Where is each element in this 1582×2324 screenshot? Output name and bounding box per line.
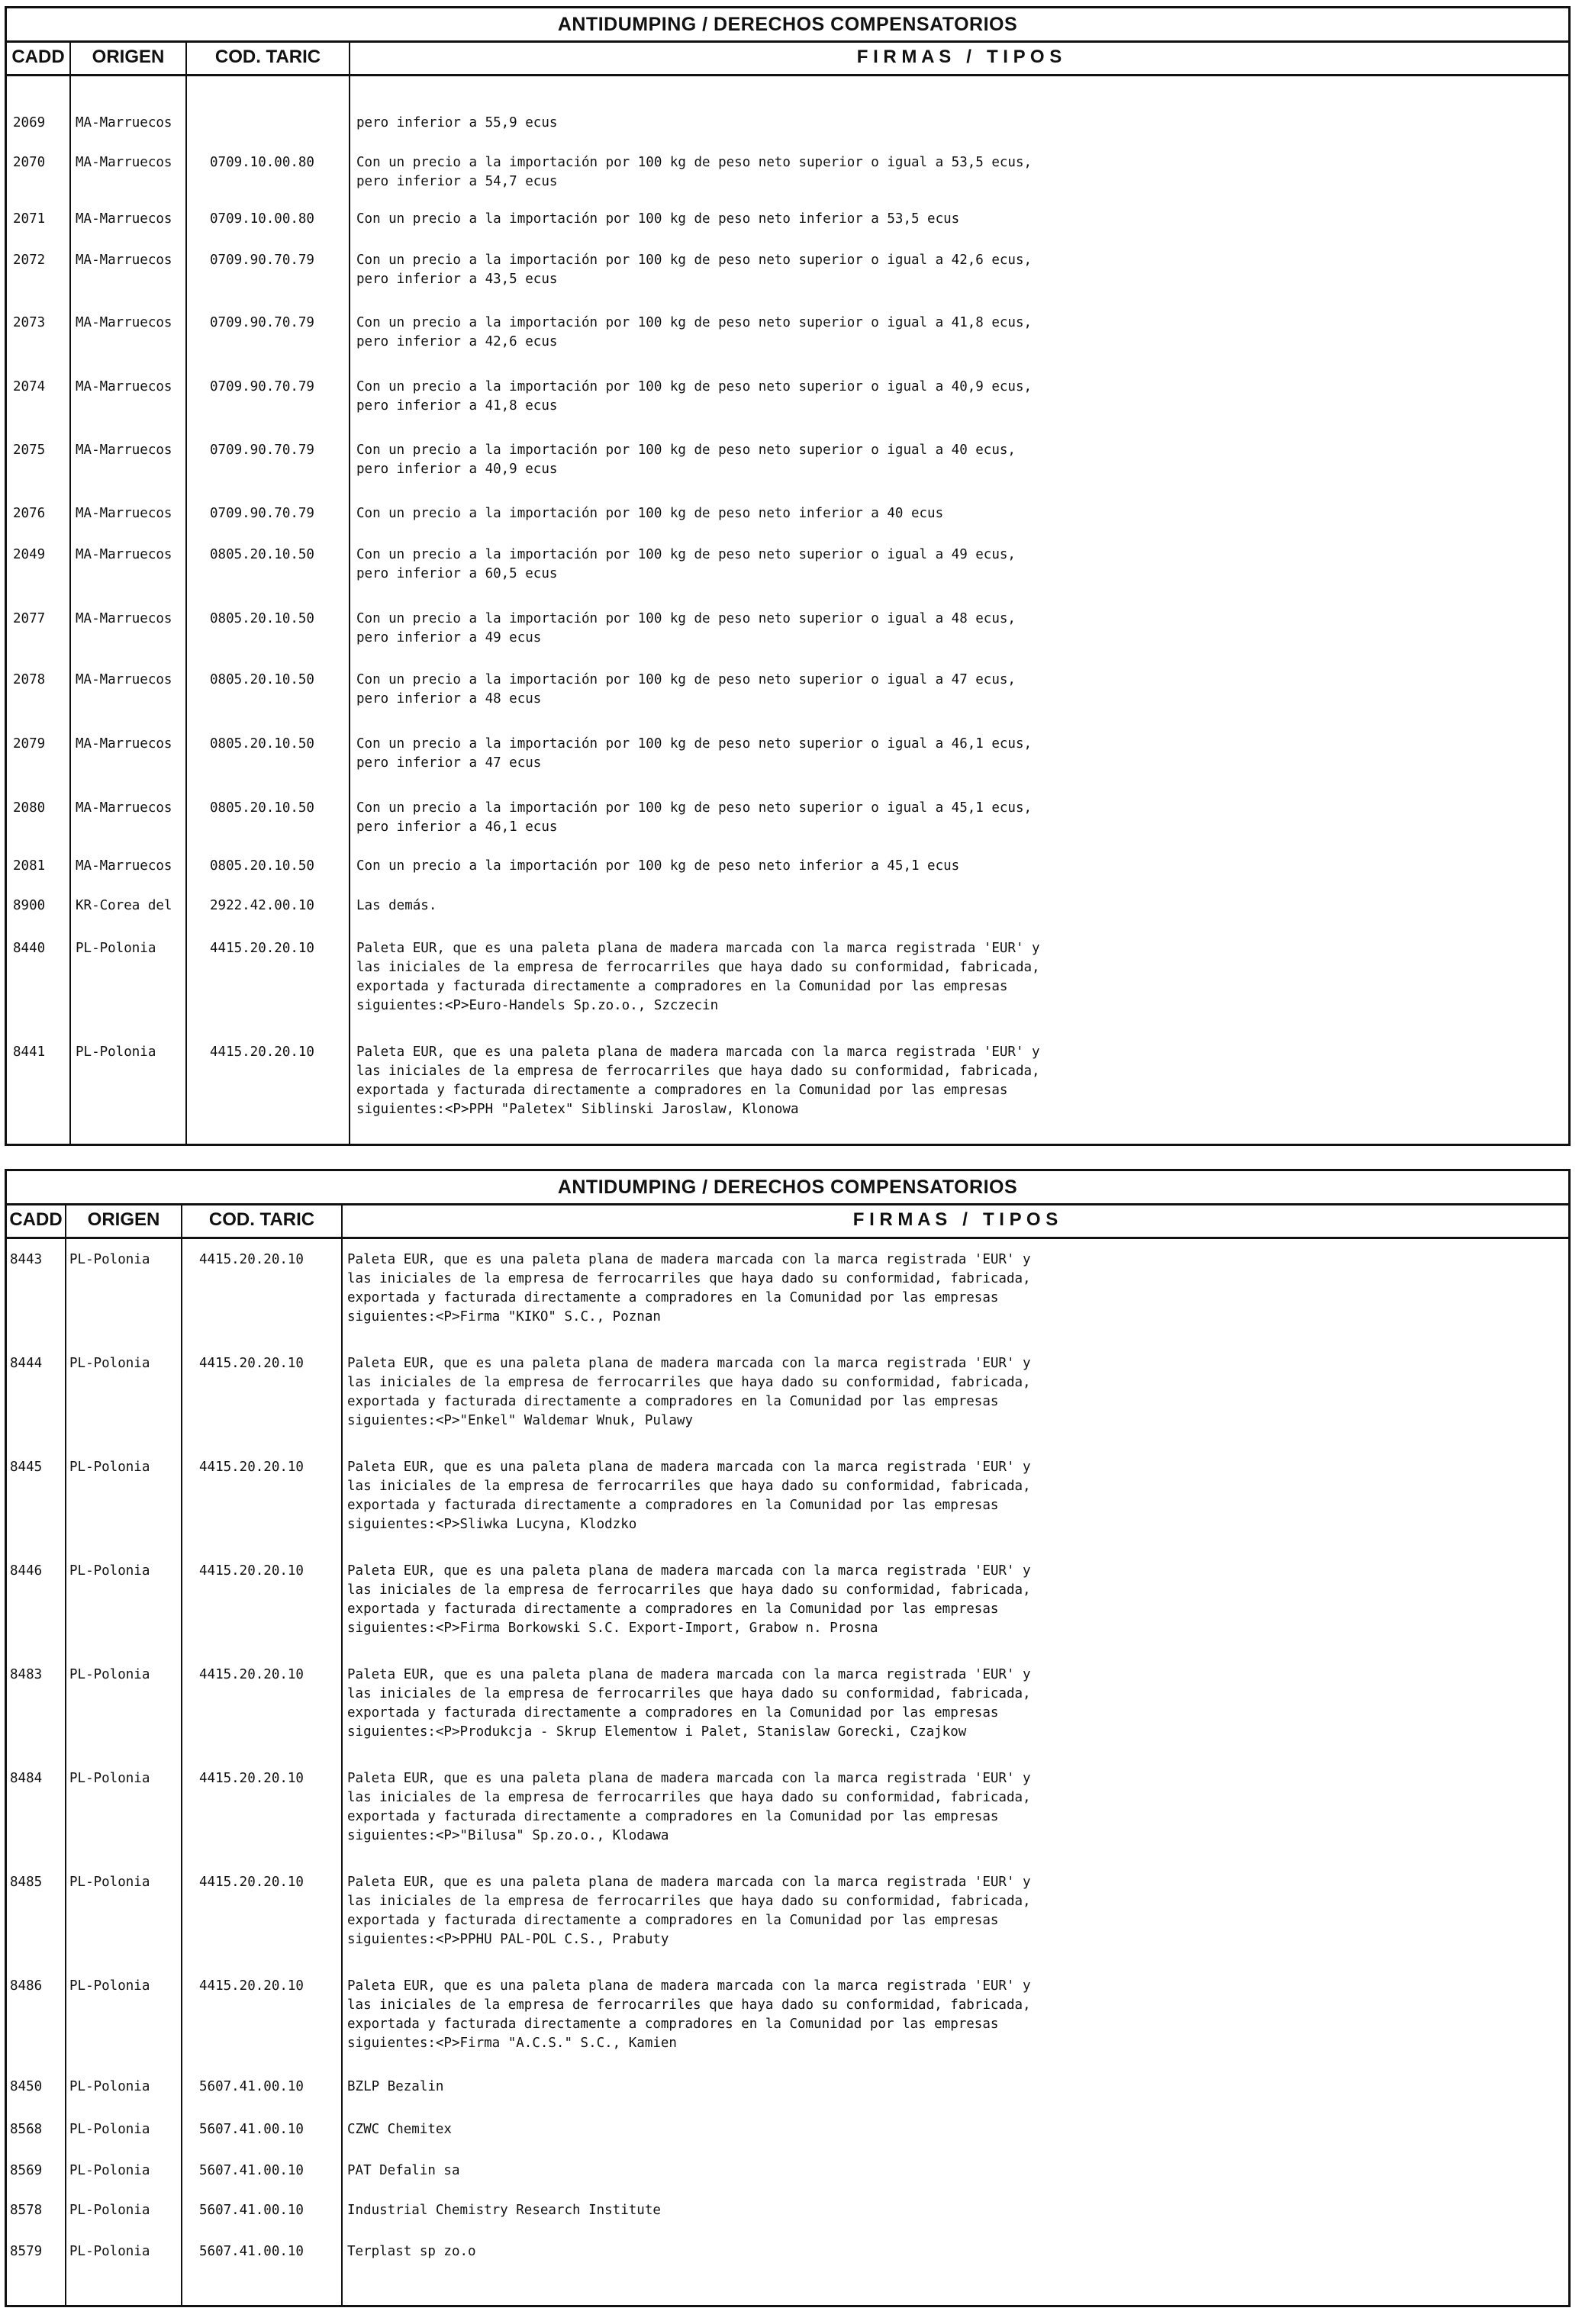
cell-firmas-line: las iniciales de la empresa de ferrocarriles que haya dado su conformidad, fabricada, <box>347 1375 1031 1390</box>
cell-cadd: 2081 <box>13 858 46 874</box>
cell-cadd: 2071 <box>13 211 46 227</box>
cell-firmas-line: Paleta EUR, que es una paleta plana de madera marcada con la marca registrada 'EUR' y <box>347 1252 1031 1267</box>
cell-firmas-line: siguientes:<P>Sliwka Lucyna, Klodzko <box>347 1517 637 1532</box>
cell-firmas-line: Paleta EUR, que es una paleta plana de madera marcada con la marca registrada 'EUR' y <box>347 1356 1031 1371</box>
cell-firmas-line: pero inferior a 47 ecus <box>356 755 542 771</box>
cell-taric: 4415.20.20.10 <box>199 1667 304 1682</box>
cell-firmas-line: siguientes:<P>"Bilusa" Sp.zo.o., Klodawa <box>347 1828 669 1843</box>
cell-taric: 4415.20.20.10 <box>199 1252 304 1267</box>
cell-firmas-line: las iniciales de la empresa de ferrocarriles que haya dado su conformidad, fabricada, <box>347 1790 1031 1805</box>
cell-firmas-line: pero inferior a 43,5 ecus <box>356 272 558 287</box>
cell-firmas-line: pero inferior a 42,6 ecus <box>356 334 558 349</box>
cell-taric: 0709.90.70.79 <box>210 443 314 458</box>
cell-firmas-line: las iniciales de la empresa de ferrocarriles que haya dado su conformidad, fabricada, <box>347 1582 1031 1598</box>
cell-firmas-line: Paleta EUR, que es una paleta plana de madera marcada con la marca registrada 'EUR' y <box>347 1460 1031 1475</box>
table-row <box>7 896 1568 916</box>
cell-origen: PL-Polonia <box>69 2122 150 2137</box>
cell-origen: MA-Marruecos <box>76 672 172 687</box>
cell-origen: PL-Polonia <box>69 2244 150 2259</box>
table-row <box>7 441 1568 479</box>
cell-firmas-line: pero inferior a 40,9 ecus <box>356 462 558 477</box>
cell-cadd: 2072 <box>13 253 46 268</box>
cell-cadd: 8446 <box>10 1563 43 1579</box>
cell-origen: MA-Marruecos <box>76 211 172 227</box>
cell-firmas-line: Con un precio a la importación por 100 kg de peso neto superior o igual a 42,6 ecus, <box>356 253 1033 268</box>
cell-taric: 0805.20.10.50 <box>210 672 314 687</box>
cell-firmas-line: pero inferior a 46,1 ecus <box>356 819 558 835</box>
cell-taric: 5607.41.00.10 <box>199 2079 304 2094</box>
cell-cadd: 2080 <box>13 800 46 816</box>
cell-firmas-line: Con un precio a la importación por 100 kg de peso neto superior o igual a 53,5 ecus, <box>356 155 1033 170</box>
table-row <box>7 2201 1568 2220</box>
cell-origen: PL-Polonia <box>69 1252 150 1267</box>
cell-firmas-line: las iniciales de la empresa de ferrocarriles que haya dado su conformidad, fabricada, <box>347 1686 1031 1701</box>
cell-firmas-line: siguientes:<P>Firma "A.C.S." S.C., Kamien <box>347 2036 677 2051</box>
column-header-row <box>7 40 1568 76</box>
cell-cadd: 8444 <box>10 1356 43 1371</box>
cell-taric: 0709.10.00.80 <box>210 211 314 227</box>
cell-firmas-line: Paleta EUR, que es una paleta plana de madera marcada con la marca registrada 'EUR' y <box>356 941 1040 956</box>
cell-origen: PL-Polonia <box>76 941 156 956</box>
cell-cadd: 2069 <box>13 115 46 130</box>
cell-firmas-line: exportada y facturada directamente a compradores en la Comunidad por las empresas <box>356 979 1008 994</box>
cell-firmas-line: las iniciales de la empresa de ferrocarriles que haya dado su conformidad, fabricada, <box>347 1894 1031 1909</box>
cell-origen: MA-Marruecos <box>76 736 172 752</box>
cell-cadd: 8440 <box>13 941 46 956</box>
cell-taric: 0805.20.10.50 <box>210 858 314 874</box>
table-row <box>7 2120 1568 2139</box>
cell-firmas-line: Con un precio a la importación por 100 kg de peso neto superior o igual a 46,1 ecus, <box>356 736 1033 752</box>
table-row <box>7 857 1568 876</box>
cell-firmas-line: siguientes:<P>"Enkel" Waldemar Wnuk, Pulawy <box>347 1413 694 1428</box>
cell-firmas-line: Con un precio a la importación por 100 kg de peso neto superior o igual a 45,1 ecus, <box>356 800 1033 816</box>
cell-origen: MA-Marruecos <box>76 253 172 268</box>
cell-firmas-line: Paleta EUR, que es una paleta plana de madera marcada con la marca registrada 'EUR' y <box>347 1771 1031 1786</box>
cell-firmas-line: exportada y facturada directamente a compradores en la Comunidad por las empresas <box>347 1498 999 1513</box>
cell-firmas-line: Con un precio a la importación por 100 kg de peso neto superior o igual a 40,9 ecus, <box>356 379 1033 394</box>
cell-firmas-line: Paleta EUR, que es una paleta plana de madera marcada con la marca registrada 'EUR' y <box>347 1875 1031 1890</box>
cell-taric: 0709.90.70.79 <box>210 506 314 521</box>
cell-firmas-line: Con un precio a la importación por 100 kg de peso neto superior o igual a 47 ecus, <box>356 672 1016 687</box>
cell-cadd: 8485 <box>10 1875 43 1890</box>
cell-origen: MA-Marruecos <box>76 858 172 874</box>
cell-firmas-line: pero inferior a 49 ecus <box>356 630 542 645</box>
cell-origen: MA-Marruecos <box>76 315 172 330</box>
cell-cadd: 2079 <box>13 736 46 752</box>
cell-firmas-line: siguientes:<P>Firma "KIKO" S.C., Poznan <box>347 1309 661 1325</box>
cell-origen: MA-Marruecos <box>76 506 172 521</box>
cell-taric: 0805.20.10.50 <box>210 736 314 752</box>
table-row <box>7 2161 1568 2181</box>
table-row <box>7 799 1568 837</box>
cell-firmas-line: las iniciales de la empresa de ferrocarriles que haya dado su conformidad, fabricada, <box>347 1271 1031 1286</box>
cell-firmas-line: exportada y facturada directamente a compradores en la Comunidad por las empresas <box>347 1290 999 1305</box>
cell-taric: 0709.90.70.79 <box>210 253 314 268</box>
table-row <box>7 1873 1568 1949</box>
cell-firmas-line: Con un precio a la importación por 100 kg de peso neto superior o igual a 41,8 ecus, <box>356 315 1033 330</box>
cell-cadd: 2073 <box>13 315 46 330</box>
table-row <box>7 671 1568 709</box>
cell-firmas-line: pero inferior a 55,9 ecus <box>356 115 558 130</box>
cell-taric: 5607.41.00.10 <box>199 2203 304 2218</box>
table-row <box>7 251 1568 289</box>
cell-firmas-line: Con un precio a la importación por 100 kg de peso neto superior o igual a 48 ecus, <box>356 611 1016 626</box>
cell-firmas-line: las iniciales de la empresa de ferrocarriles que haya dado su conformidad, fabricada, <box>356 960 1040 975</box>
table-row <box>7 939 1568 1016</box>
cell-origen: MA-Marruecos <box>76 115 172 130</box>
table-row <box>7 1977 1568 2053</box>
cell-origen: PL-Polonia <box>69 1875 150 1890</box>
cell-origen: PL-Polonia <box>69 1356 150 1371</box>
cell-origen: PL-Polonia <box>69 1667 150 1682</box>
cell-cadd: 8445 <box>10 1460 43 1475</box>
cell-taric: 4415.20.20.10 <box>199 1563 304 1579</box>
column-header-firmas: F I R M A S / T I P O S <box>852 1209 1058 1230</box>
cell-cadd: 8569 <box>10 2163 43 2178</box>
cell-taric: 4415.20.20.10 <box>199 1875 304 1890</box>
table-row <box>7 2242 1568 2261</box>
cell-firmas-line: Paleta EUR, que es una paleta plana de madera marcada con la marca registrada 'EUR' y <box>347 1563 1031 1579</box>
column-header-row <box>7 1203 1568 1239</box>
cell-firmas-line: Con un precio a la importación por 100 kg de peso neto inferior a 45,1 ecus <box>356 858 960 874</box>
cell-origen: PL-Polonia <box>76 1045 156 1060</box>
cell-taric: 0805.20.10.50 <box>210 611 314 626</box>
cell-firmas-line: Con un precio a la importación por 100 kg de peso neto superior o igual a 40 ecus, <box>356 443 1016 458</box>
cell-cadd: 8568 <box>10 2122 43 2137</box>
table-row <box>7 1666 1568 1742</box>
cell-cadd: 8441 <box>13 1045 46 1060</box>
cell-origen: PL-Polonia <box>69 1978 150 1994</box>
cell-firmas-line: Las demás. <box>356 898 437 913</box>
table-row <box>7 2078 1568 2097</box>
cell-taric: 0709.90.70.79 <box>210 379 314 394</box>
table-row <box>7 210 1568 229</box>
cell-cadd: 2049 <box>13 547 46 562</box>
cell-cadd: 8486 <box>10 1978 43 1994</box>
cell-cadd: 2070 <box>13 155 46 170</box>
cell-firmas-line: exportada y facturada directamente a compradores en la Comunidad por las empresas <box>347 1705 999 1720</box>
cell-taric: 4415.20.20.10 <box>199 1978 304 1994</box>
column-header-origen: ORIGEN <box>92 47 165 67</box>
cell-firmas-line: Paleta EUR, que es una paleta plana de madera marcada con la marca registrada 'EUR' y <box>356 1045 1040 1060</box>
cell-firmas-line: Paleta EUR, que es una paleta plana de madera marcada con la marca registrada 'EUR' y <box>347 1667 1031 1682</box>
table-row <box>7 1458 1568 1534</box>
table-row <box>7 546 1568 584</box>
cell-firmas-line: exportada y facturada directamente a compradores en la Comunidad por las empresas <box>347 1601 999 1617</box>
cell-taric: 5607.41.00.10 <box>199 2244 304 2259</box>
cell-firmas-line: pero inferior a 60,5 ecus <box>356 566 558 581</box>
cell-taric: 4415.20.20.10 <box>199 1356 304 1371</box>
cell-firmas-line: siguientes:<P>Euro-Handels Sp.zo.o., Szczecin <box>356 998 719 1013</box>
cell-origen: PL-Polonia <box>69 2079 150 2094</box>
cell-taric: 0709.10.00.80 <box>210 155 314 170</box>
table-title: ANTIDUMPING / DERECHOS COMPENSATORIOS <box>7 8 1568 43</box>
table-row <box>7 114 1568 133</box>
column-header-taric: COD. TARIC <box>208 1209 315 1230</box>
cell-taric: 5607.41.00.10 <box>199 2163 304 2178</box>
cell-firmas-line: Con un precio a la importación por 100 kg de peso neto inferior a 40 ecus <box>356 506 944 521</box>
cell-cadd: 2078 <box>13 672 46 687</box>
cell-origen: KR-Corea del <box>76 898 172 913</box>
cell-cadd: 8578 <box>10 2203 43 2218</box>
cell-cadd: 2074 <box>13 379 46 394</box>
cell-taric: 0709.90.70.79 <box>210 315 314 330</box>
cell-origen: PL-Polonia <box>69 1460 150 1475</box>
cell-cadd: 8443 <box>10 1252 43 1267</box>
cell-firmas-line: Industrial Chemistry Research Institute <box>347 2203 661 2218</box>
cell-firmas-line: pero inferior a 48 ecus <box>356 691 542 707</box>
cell-cadd: 8450 <box>10 2079 43 2094</box>
cell-origen: MA-Marruecos <box>76 547 172 562</box>
table-row <box>7 504 1568 523</box>
cell-taric: 5607.41.00.10 <box>199 2122 304 2137</box>
cell-firmas-line: pero inferior a 54,7 ecus <box>356 174 558 189</box>
cell-taric: 0805.20.10.50 <box>210 547 314 562</box>
table-row <box>7 735 1568 773</box>
cell-cadd: 8579 <box>10 2244 43 2259</box>
cell-origen: MA-Marruecos <box>76 155 172 170</box>
cell-firmas-line: Con un precio a la importación por 100 kg de peso neto inferior a 53,5 ecus <box>356 211 960 227</box>
cell-cadd: 2077 <box>13 611 46 626</box>
cell-taric: 4415.20.20.10 <box>210 941 314 956</box>
cell-origen: MA-Marruecos <box>76 800 172 816</box>
cell-firmas-line: pero inferior a 41,8 ecus <box>356 398 558 414</box>
cell-cadd: 8900 <box>13 898 46 913</box>
column-header-origen: ORIGEN <box>87 1209 160 1230</box>
antidumping-table-2 <box>5 1169 1571 2307</box>
table-row <box>7 153 1568 192</box>
cell-cadd: 2075 <box>13 443 46 458</box>
table-row <box>7 314 1568 352</box>
cell-firmas-line: BZLP Bezalin <box>347 2079 444 2094</box>
cell-firmas-line: siguientes:<P>Produkcja - Skrup Elementow i Palet, Stanislaw Gorecki, Czajkow <box>347 1724 967 1740</box>
cell-firmas-line: Paleta EUR, que es una paleta plana de madera marcada con la marca registrada 'EUR' y <box>347 1978 1031 1994</box>
cell-taric: 4415.20.20.10 <box>210 1045 314 1060</box>
cell-origen: PL-Polonia <box>69 2163 150 2178</box>
table-row <box>7 1562 1568 1638</box>
column-header-firmas: F I R M A S / T I P O S <box>856 47 1062 67</box>
cell-origen: MA-Marruecos <box>76 443 172 458</box>
cell-firmas-line: siguientes:<P>Firma Borkowski S.C. Export-Import, Grabow n. Prosna <box>347 1621 878 1636</box>
cell-firmas-line: siguientes:<P>PPHU PAL-POL C.S., Prabuty <box>347 1932 669 1947</box>
column-header-cadd: CADD <box>9 1209 63 1230</box>
cell-firmas-line: exportada y facturada directamente a compradores en la Comunidad por las empresas <box>347 1809 999 1824</box>
cell-firmas-line: exportada y facturada directamente a compradores en la Comunidad por las empresas <box>347 1913 999 1928</box>
table-row <box>7 610 1568 648</box>
cell-firmas-line: exportada y facturada directamente a compradores en la Comunidad por las empresas <box>347 2017 999 2032</box>
table-row <box>7 1251 1568 1327</box>
column-header-cadd: CADD <box>11 47 65 67</box>
table-row <box>7 1043 1568 1119</box>
cell-cadd: 8484 <box>10 1771 43 1786</box>
cell-cadd: 8483 <box>10 1667 43 1682</box>
cell-origen: PL-Polonia <box>69 1563 150 1579</box>
antidumping-table-1 <box>5 6 1571 1146</box>
column-header-taric: COD. TARIC <box>214 47 321 67</box>
cell-firmas-line: siguientes:<P>PPH "Paletex" Siblinski Jaroslaw, Klonowa <box>356 1102 799 1117</box>
cell-origen: MA-Marruecos <box>76 379 172 394</box>
cell-firmas-line: Con un precio a la importación por 100 kg de peso neto superior o igual a 49 ecus, <box>356 547 1016 562</box>
table-row <box>7 1354 1568 1431</box>
cell-taric: 0805.20.10.50 <box>210 800 314 816</box>
cell-origen: PL-Polonia <box>69 2203 150 2218</box>
cell-firmas-line: las iniciales de la empresa de ferrocarriles que haya dado su conformidad, fabricada, <box>347 1997 1031 2013</box>
cell-firmas-line: las iniciales de la empresa de ferrocarriles que haya dado su conformidad, fabricada, <box>347 1479 1031 1494</box>
cell-origen: MA-Marruecos <box>76 611 172 626</box>
cell-firmas-line: Terplast sp zo.o <box>347 2244 476 2259</box>
table-row <box>7 378 1568 416</box>
cell-taric: 4415.20.20.10 <box>199 1460 304 1475</box>
cell-firmas-line: exportada y facturada directamente a compradores en la Comunidad por las empresas <box>347 1394 999 1409</box>
cell-firmas-line: las iniciales de la empresa de ferrocarriles que haya dado su conformidad, fabricada, <box>356 1064 1040 1079</box>
cell-firmas-line: CZWC Chemitex <box>347 2122 452 2137</box>
cell-taric: 2922.42.00.10 <box>210 898 314 913</box>
cell-cadd: 2076 <box>13 506 46 521</box>
table-row <box>7 1769 1568 1846</box>
cell-origen: PL-Polonia <box>69 1771 150 1786</box>
cell-firmas-line: PAT Defalin sa <box>347 2163 460 2178</box>
cell-taric: 4415.20.20.10 <box>199 1771 304 1786</box>
cell-firmas-line: exportada y facturada directamente a compradores en la Comunidad por las empresas <box>356 1083 1008 1098</box>
table-title: ANTIDUMPING / DERECHOS COMPENSATORIOS <box>7 1171 1568 1205</box>
